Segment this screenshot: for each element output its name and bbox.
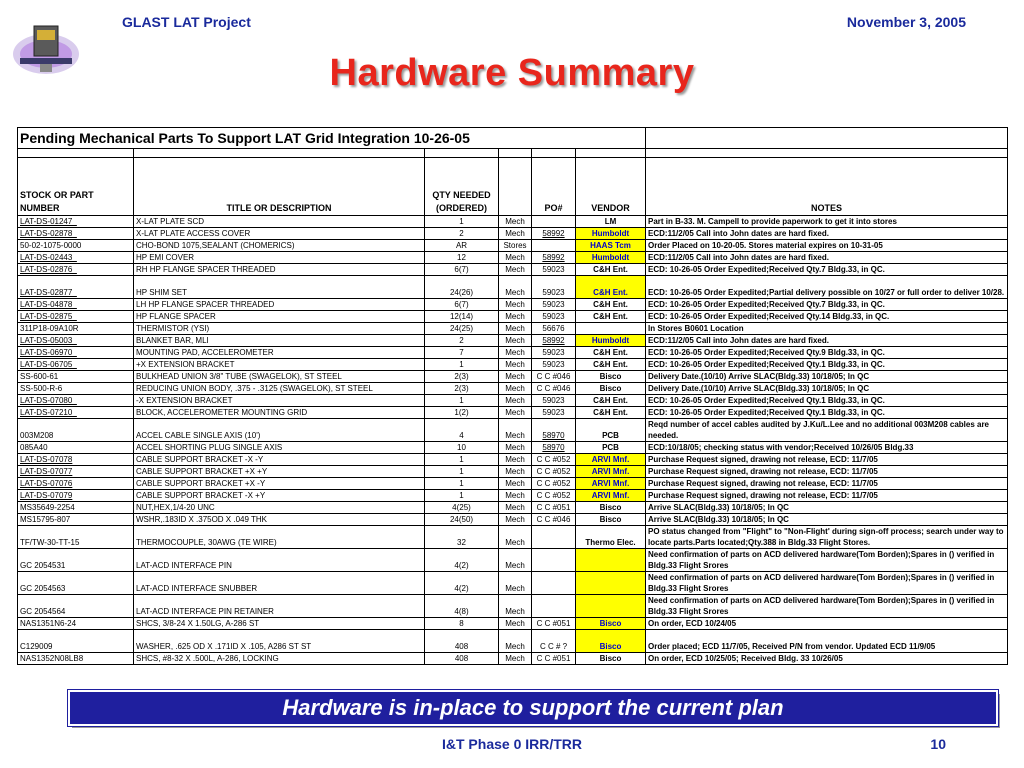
type-cell: Mech bbox=[499, 264, 532, 276]
vendor-cell: Bisco bbox=[576, 653, 646, 665]
description-cell: CABLE SUPPORT BRACKET -X +Y bbox=[134, 490, 425, 502]
table-row bbox=[18, 653, 1008, 665]
notes-cell: Delivery Date.(10/10) Arrive SLAC(Bldg.33) 10/18/05; In QC bbox=[646, 383, 1008, 395]
table-row bbox=[18, 490, 1008, 502]
description-cell: THERMOCOUPLE, 30AWG (TE WIRE) bbox=[134, 526, 425, 549]
table-row bbox=[18, 419, 1008, 442]
qty-cell: 1 bbox=[425, 359, 499, 371]
type-cell: Mech bbox=[499, 595, 532, 618]
table-row bbox=[18, 478, 1008, 490]
description-cell: LAT-ACD INTERFACE SNUBBER bbox=[134, 572, 425, 595]
po-cell bbox=[532, 549, 576, 572]
vendor-cell: ARVI Mnf. bbox=[576, 466, 646, 478]
table-row bbox=[18, 240, 1008, 252]
notes-cell: On order, ECD 10/24/05 bbox=[646, 618, 1008, 630]
type-cell: Mech bbox=[499, 216, 532, 228]
qty-cell: 12 bbox=[425, 252, 499, 264]
header-qty: QTY NEEDED (ORDERED) bbox=[425, 158, 499, 216]
slide-title: Hardware Summary bbox=[329, 52, 695, 94]
blank-cell bbox=[576, 149, 646, 158]
qty-cell: 10 bbox=[425, 442, 499, 454]
part-number-cell: LAT-DS-06705_ bbox=[18, 359, 134, 371]
table-row bbox=[18, 549, 1008, 572]
notes-cell: ECD:10/18/05; checking status with vendor;Received 10/26/05 Bldg.33 bbox=[646, 442, 1008, 454]
part-number-cell: SS-500-R-6 bbox=[18, 383, 134, 395]
type-cell: Mech bbox=[499, 407, 532, 419]
description-cell: NUT,HEX,1/4-20 UNC bbox=[134, 502, 425, 514]
table-row bbox=[18, 276, 1008, 299]
po-cell: 59023 bbox=[532, 395, 576, 407]
vendor-cell: Humboldt bbox=[576, 335, 646, 347]
type-cell: Mech bbox=[499, 490, 532, 502]
po-cell: C C #052 bbox=[532, 490, 576, 502]
description-cell: LAT-ACD INTERFACE PIN bbox=[134, 549, 425, 572]
description-cell: HP SHIM SET bbox=[134, 276, 425, 299]
description-cell: WASHER, .625 OD X .171ID X .105, A286 ST ST bbox=[134, 630, 425, 653]
vendor-cell: LM bbox=[576, 216, 646, 228]
po-cell: 59023 bbox=[532, 347, 576, 359]
part-number-cell: LAT-DS-02877_ bbox=[18, 276, 134, 299]
qty-cell: 7 bbox=[425, 347, 499, 359]
vendor-cell: C&H Ent. bbox=[576, 276, 646, 299]
header-description: TITLE OR DESCRIPTION bbox=[134, 158, 425, 216]
po-cell bbox=[532, 572, 576, 595]
type-cell: Mech bbox=[499, 395, 532, 407]
type-cell: Mech bbox=[499, 618, 532, 630]
notes-cell: Order placed; ECD 11/7/05, Received P/N from vendor. Updated ECD 11/9/05 bbox=[646, 630, 1008, 653]
part-number-cell: 50-02-1075-0000 bbox=[18, 240, 134, 252]
qty-cell: 2(3) bbox=[425, 383, 499, 395]
qty-cell: 32 bbox=[425, 526, 499, 549]
qty-cell: 1 bbox=[425, 216, 499, 228]
qty-cell: 2 bbox=[425, 335, 499, 347]
notes-cell: In Stores B0601 Location bbox=[646, 323, 1008, 335]
type-cell: Mech bbox=[499, 359, 532, 371]
po-cell: 59023 bbox=[532, 359, 576, 371]
description-cell: +X EXTENSION BRACKET bbox=[134, 359, 425, 371]
po-cell bbox=[532, 240, 576, 252]
header-po: PO# bbox=[532, 158, 576, 216]
parts-table bbox=[17, 127, 1007, 665]
description-cell: LH HP FLANGE SPACER THREADED bbox=[134, 299, 425, 311]
type-cell: Mech bbox=[499, 347, 532, 359]
table-row bbox=[18, 514, 1008, 526]
po-cell: 59023 bbox=[532, 299, 576, 311]
po-cell: 58970 bbox=[532, 419, 576, 442]
project-name: GLAST LAT Project bbox=[122, 14, 251, 30]
vendor-cell: Humboldt bbox=[576, 228, 646, 240]
po-cell: 58992 bbox=[532, 252, 576, 264]
description-cell: WSHR,.183ID X .375OD X .049 THK bbox=[134, 514, 425, 526]
header-notes: NOTES bbox=[646, 158, 1008, 216]
vendor-cell: Bisco bbox=[576, 371, 646, 383]
po-cell: C C #052 bbox=[532, 466, 576, 478]
table-row bbox=[18, 347, 1008, 359]
notes-cell: Arrive SLAC(Bldg.33) 10/18/05; In QC bbox=[646, 514, 1008, 526]
vendor-cell: PCB bbox=[576, 419, 646, 442]
vendor-cell: ARVI Mnf. bbox=[576, 490, 646, 502]
notes-cell: Arrive SLAC(Bldg.33) 10/18/05; In QC bbox=[646, 502, 1008, 514]
part-number-cell: LAT-DS-07078 bbox=[18, 454, 134, 466]
description-cell: CABLE SUPPORT BRACKET -X -Y bbox=[134, 454, 425, 466]
qty-cell: 24(25) bbox=[425, 323, 499, 335]
vendor-cell bbox=[576, 595, 646, 618]
qty-cell: 4(2) bbox=[425, 549, 499, 572]
part-number-cell: 085A40 bbox=[18, 442, 134, 454]
qty-cell: 4(2) bbox=[425, 572, 499, 595]
notes-cell: ECD:11/2/05 Call into John dates are hard fixed. bbox=[646, 252, 1008, 264]
table-row bbox=[18, 264, 1008, 276]
part-number-cell: GC 2054531 bbox=[18, 549, 134, 572]
description-cell: CHO-BOND 1075,SEALANT (CHOMERICS) bbox=[134, 240, 425, 252]
po-cell: 59023 bbox=[532, 276, 576, 299]
table-row bbox=[18, 442, 1008, 454]
qty-cell: 24(50) bbox=[425, 514, 499, 526]
blank-cell bbox=[18, 149, 134, 158]
part-number-cell: C129009 bbox=[18, 630, 134, 653]
table-row bbox=[18, 311, 1008, 323]
part-number-cell: MS15795-807 bbox=[18, 514, 134, 526]
table-row bbox=[18, 299, 1008, 311]
po-cell bbox=[532, 526, 576, 549]
po-cell: 59023 bbox=[532, 311, 576, 323]
description-cell: MOUNTING PAD, ACCELEROMETER bbox=[134, 347, 425, 359]
notes-cell: Purchase Request signed, drawing not release, ECD: 11/7/05 bbox=[646, 478, 1008, 490]
po-cell bbox=[532, 216, 576, 228]
notes-cell: ECD:11/2/05 Call into John dates are hard fixed. bbox=[646, 228, 1008, 240]
description-cell: ACCEL SHORTING PLUG SINGLE AXIS bbox=[134, 442, 425, 454]
description-cell: BLOCK, ACCELEROMETER MOUNTING GRID bbox=[134, 407, 425, 419]
part-number-cell: LAT-DS-01247_ bbox=[18, 216, 134, 228]
table-row bbox=[18, 335, 1008, 347]
part-number-cell: LAT-DS-05003_ bbox=[18, 335, 134, 347]
slide-date: November 3, 2005 bbox=[846, 14, 966, 30]
part-number-cell: LAT-DS-02876_ bbox=[18, 264, 134, 276]
table-row bbox=[18, 395, 1008, 407]
type-cell: Mech bbox=[499, 335, 532, 347]
po-cell: 58992 bbox=[532, 228, 576, 240]
po-cell: 58970 bbox=[532, 442, 576, 454]
notes-cell: ECD: 10-26-05 Order Expedited;Partial delivery possible on 10/27 or full order to deliver 10/28. bbox=[646, 276, 1008, 299]
notes-cell: ECD: 10-26-05 Order Expedited;Received Qty.9 Bldg.33, in QC. bbox=[646, 347, 1008, 359]
type-cell: Mech bbox=[499, 466, 532, 478]
type-cell: Mech bbox=[499, 630, 532, 653]
table-row bbox=[18, 526, 1008, 549]
type-cell: Mech bbox=[499, 526, 532, 549]
description-cell: REDUCING UNION BODY, .375 - .3125 (SWAGELOK), ST STEEL bbox=[134, 383, 425, 395]
vendor-cell: C&H Ent. bbox=[576, 347, 646, 359]
notes-cell: Order Placed on 10-20-05. Stores material expires on 10-31-05 bbox=[646, 240, 1008, 252]
po-cell: C C #051 bbox=[532, 502, 576, 514]
part-number-cell: GC 2054563 bbox=[18, 572, 134, 595]
type-cell: Mech bbox=[499, 454, 532, 466]
type-cell: Mech bbox=[499, 502, 532, 514]
vendor-cell: Bisco bbox=[576, 383, 646, 395]
type-cell: Mech bbox=[499, 442, 532, 454]
part-number-cell: NAS1351N6-24 bbox=[18, 618, 134, 630]
po-cell: C C #052 bbox=[532, 454, 576, 466]
type-cell: Mech bbox=[499, 653, 532, 665]
vendor-cell: ARVI Mnf. bbox=[576, 454, 646, 466]
header-type bbox=[499, 158, 532, 216]
notes-cell: ECD: 10-26-05 Order Expedited;Received Qty.1 Bldg.33, in QC. bbox=[646, 359, 1008, 371]
notes-cell: Purchase Request signed, drawing not release, ECD: 11/7/05 bbox=[646, 466, 1008, 478]
footer-phase: I&T Phase 0 IRR/TRR bbox=[441, 736, 583, 752]
part-number-cell: TF/TW-30-TT-15 bbox=[18, 526, 134, 549]
po-cell: C C #051 bbox=[532, 618, 576, 630]
description-cell: RH HP FLANGE SPACER THREADED bbox=[134, 264, 425, 276]
summary-banner: Hardware is in-place to support the current plan bbox=[68, 690, 998, 726]
qty-cell: 1 bbox=[425, 454, 499, 466]
description-cell: X-LAT PLATE SCD bbox=[134, 216, 425, 228]
po-cell: C C #046 bbox=[532, 514, 576, 526]
part-number-cell: LAT-DS-06970_ bbox=[18, 347, 134, 359]
vendor-cell: C&H Ent. bbox=[576, 359, 646, 371]
description-cell: BLANKET BAR, MLI bbox=[134, 335, 425, 347]
table-caption: Pending Mechanical Parts To Support LAT Grid Integration 10-26-05 bbox=[18, 128, 646, 149]
table-row bbox=[18, 466, 1008, 478]
vendor-cell: C&H Ent. bbox=[576, 311, 646, 323]
part-number-cell: LAT-DS-07077 bbox=[18, 466, 134, 478]
header-vendor: VENDOR bbox=[576, 158, 646, 216]
vendor-cell: Thermo Elec. bbox=[576, 526, 646, 549]
qty-cell: 408 bbox=[425, 653, 499, 665]
blank-cell bbox=[532, 149, 576, 158]
notes-cell: ECD: 10-26-05 Order Expedited;Received Qty.14 Bldg.33, in QC. bbox=[646, 311, 1008, 323]
qty-cell: 12(14) bbox=[425, 311, 499, 323]
part-number-cell: LAT-DS-07210_ bbox=[18, 407, 134, 419]
po-cell: C C #051 bbox=[532, 653, 576, 665]
notes-cell: Part in B-33. M. Campell to provide paperwork to get it into stores bbox=[646, 216, 1008, 228]
part-number-cell: SS-600-61 bbox=[18, 371, 134, 383]
part-number-cell: LAT-DS-02875_ bbox=[18, 311, 134, 323]
po-cell bbox=[532, 595, 576, 618]
qty-cell: 6(7) bbox=[425, 299, 499, 311]
po-cell: 59023 bbox=[532, 264, 576, 276]
part-number-cell: GC 2054564 bbox=[18, 595, 134, 618]
description-cell: SHCS, #8-32 X .500L, A-286, LOCKING bbox=[134, 653, 425, 665]
notes-cell: Need confirmation of parts on ACD delivered hardware(Tom Borden);Spares in () verified in Bldg.33 Flight Srores bbox=[646, 595, 1008, 618]
description-cell: THERMISTOR (YSI) bbox=[134, 323, 425, 335]
vendor-cell: Bisco bbox=[576, 618, 646, 630]
vendor-cell: Bisco bbox=[576, 514, 646, 526]
vendor-cell: Bisco bbox=[576, 630, 646, 653]
vendor-cell bbox=[576, 323, 646, 335]
vendor-cell: C&H Ent. bbox=[576, 407, 646, 419]
description-cell: ACCEL CABLE SINGLE AXIS (10') bbox=[134, 419, 425, 442]
vendor-cell: Humboldt bbox=[576, 252, 646, 264]
part-number-cell: MS35649-2254 bbox=[18, 502, 134, 514]
vendor-cell bbox=[576, 549, 646, 572]
vendor-cell: C&H Ent. bbox=[576, 395, 646, 407]
qty-cell: 1 bbox=[425, 466, 499, 478]
header-part-number: STOCK OR PART NUMBER bbox=[18, 158, 134, 216]
table-row bbox=[18, 454, 1008, 466]
description-cell: HP EMI COVER bbox=[134, 252, 425, 264]
part-number-cell: 003M208 bbox=[18, 419, 134, 442]
vendor-cell: HAAS Tcm bbox=[576, 240, 646, 252]
page-number: 10 bbox=[930, 736, 946, 752]
qty-cell: 4 bbox=[425, 419, 499, 442]
part-number-cell: LAT-DS-02443_ bbox=[18, 252, 134, 264]
type-cell: Mech bbox=[499, 252, 532, 264]
description-cell: CABLE SUPPORT BRACKET +X -Y bbox=[134, 478, 425, 490]
part-number-cell: NAS1352N08LB8 bbox=[18, 653, 134, 665]
type-cell: Mech bbox=[499, 383, 532, 395]
part-number-cell: LAT-DS-07079 bbox=[18, 490, 134, 502]
table-row bbox=[18, 323, 1008, 335]
part-number-cell: LAT-DS-04878_ bbox=[18, 299, 134, 311]
description-cell: HP FLANGE SPACER bbox=[134, 311, 425, 323]
type-cell: Mech bbox=[499, 371, 532, 383]
table-row bbox=[18, 371, 1008, 383]
part-number-cell: LAT-DS-02878_ bbox=[18, 228, 134, 240]
notes-cell: ECD: 10-26-05 Order Expedited;Received Qty.1 Bldg.33, in QC. bbox=[646, 395, 1008, 407]
qty-cell: 1 bbox=[425, 490, 499, 502]
qty-cell: 24(26) bbox=[425, 276, 499, 299]
blank-cell bbox=[134, 149, 425, 158]
type-cell: Mech bbox=[499, 228, 532, 240]
notes-cell: Need confirmation of parts on ACD delivered hardware(Tom Borden);Spares in () verified in Bldg.33 Flight Srores bbox=[646, 572, 1008, 595]
table-row bbox=[18, 383, 1008, 395]
table-row bbox=[18, 407, 1008, 419]
type-cell: Stores bbox=[499, 240, 532, 252]
table-row bbox=[18, 228, 1008, 240]
notes-cell: ECD: 10-26-05 Order Expedited;Received Qty.1 Bldg.33, in QC. bbox=[646, 407, 1008, 419]
type-cell: Mech bbox=[499, 311, 532, 323]
po-cell: C C #046 bbox=[532, 371, 576, 383]
table-row bbox=[18, 630, 1008, 653]
po-cell: C C #052 bbox=[532, 478, 576, 490]
qty-cell: 2(3) bbox=[425, 371, 499, 383]
description-cell: LAT-ACD INTERFACE PIN RETAINER bbox=[134, 595, 425, 618]
type-cell: Mech bbox=[499, 478, 532, 490]
part-number-cell: LAT-DS-07080_ bbox=[18, 395, 134, 407]
notes-cell: ECD:11/2/05 Call into John dates are hard fixed. bbox=[646, 335, 1008, 347]
vendor-cell: Bisco bbox=[576, 502, 646, 514]
po-cell: 58992 bbox=[532, 335, 576, 347]
po-cell: C C #046 bbox=[532, 383, 576, 395]
vendor-cell: PCB bbox=[576, 442, 646, 454]
blank-cell bbox=[425, 149, 499, 158]
notes-cell: ECD: 10-26-05 Order Expedited;Received Qty.7 Bldg.33, in QC. bbox=[646, 299, 1008, 311]
table-caption-spacer bbox=[646, 128, 1008, 149]
vendor-cell: C&H Ent. bbox=[576, 299, 646, 311]
table-row bbox=[18, 216, 1008, 228]
description-cell: CABLE SUPPORT BRACKET +X +Y bbox=[134, 466, 425, 478]
description-cell: BULKHEAD UNION 3/8" TUBE (SWAGELOK), ST STEEL bbox=[134, 371, 425, 383]
description-cell: -X EXTENSION BRACKET bbox=[134, 395, 425, 407]
type-cell: Mech bbox=[499, 514, 532, 526]
type-cell: Mech bbox=[499, 299, 532, 311]
type-cell: Mech bbox=[499, 572, 532, 595]
vendor-cell bbox=[576, 572, 646, 595]
part-number-cell: 311P18-09A10R bbox=[18, 323, 134, 335]
description-cell: SHCS, 3/8-24 X 1.50LG, A-286 ST bbox=[134, 618, 425, 630]
qty-cell: 6(7) bbox=[425, 264, 499, 276]
qty-cell: 1(2) bbox=[425, 407, 499, 419]
qty-cell: AR bbox=[425, 240, 499, 252]
notes-cell: PO status changed from "Flight" to "Non-Flight' during sign-off process; search under way to locate parts.Parts located;Qty.388 in Bldg.33 Flight Stores. bbox=[646, 526, 1008, 549]
notes-cell: Purchase Request signed, drawing not release, ECD: 11/7/05 bbox=[646, 454, 1008, 466]
qty-cell: 2 bbox=[425, 228, 499, 240]
qty-cell: 4(25) bbox=[425, 502, 499, 514]
qty-cell: 1 bbox=[425, 478, 499, 490]
notes-cell: Purchase Request signed, drawing not release, ECD: 11/7/05 bbox=[646, 490, 1008, 502]
notes-cell: Reqd number of accel cables audited by J.Ku/L.Lee and no additional 003M208 cables are needed. bbox=[646, 419, 1008, 442]
qty-cell: 1 bbox=[425, 395, 499, 407]
type-cell: Mech bbox=[499, 419, 532, 442]
notes-cell: Delivery Date.(10/10) Arrive SLAC(Bldg.33) 10/18/05; In QC bbox=[646, 371, 1008, 383]
qty-cell: 8 bbox=[425, 618, 499, 630]
qty-cell: 408 bbox=[425, 630, 499, 653]
blank-cell bbox=[499, 149, 532, 158]
table-row bbox=[18, 252, 1008, 264]
po-cell: 59023 bbox=[532, 407, 576, 419]
vendor-cell: ARVI Mnf. bbox=[576, 478, 646, 490]
type-cell: Mech bbox=[499, 276, 532, 299]
blank-cell bbox=[646, 149, 1008, 158]
table-row bbox=[18, 502, 1008, 514]
description-cell: X-LAT PLATE ACCESS COVER bbox=[134, 228, 425, 240]
notes-cell: On order, ECD 10/25/05; Received Bldg. 33 10/26/05 bbox=[646, 653, 1008, 665]
table-row bbox=[18, 359, 1008, 371]
table-row bbox=[18, 572, 1008, 595]
notes-cell: ECD: 10-26-05 Order Expedited;Received Qty.7 Bldg.33, in QC. bbox=[646, 264, 1008, 276]
table-row bbox=[18, 595, 1008, 618]
vendor-cell: C&H Ent. bbox=[576, 264, 646, 276]
po-cell: 56676 bbox=[532, 323, 576, 335]
notes-cell: Need confirmation of parts on ACD delivered hardware(Tom Borden);Spares in () verified in Bldg.33 Flight Srores bbox=[646, 549, 1008, 572]
qty-cell: 4(8) bbox=[425, 595, 499, 618]
type-cell: Mech bbox=[499, 323, 532, 335]
table-row bbox=[18, 618, 1008, 630]
type-cell: Mech bbox=[499, 549, 532, 572]
part-number-cell: LAT-DS-07076 bbox=[18, 478, 134, 490]
po-cell: C C # ? bbox=[532, 630, 576, 653]
